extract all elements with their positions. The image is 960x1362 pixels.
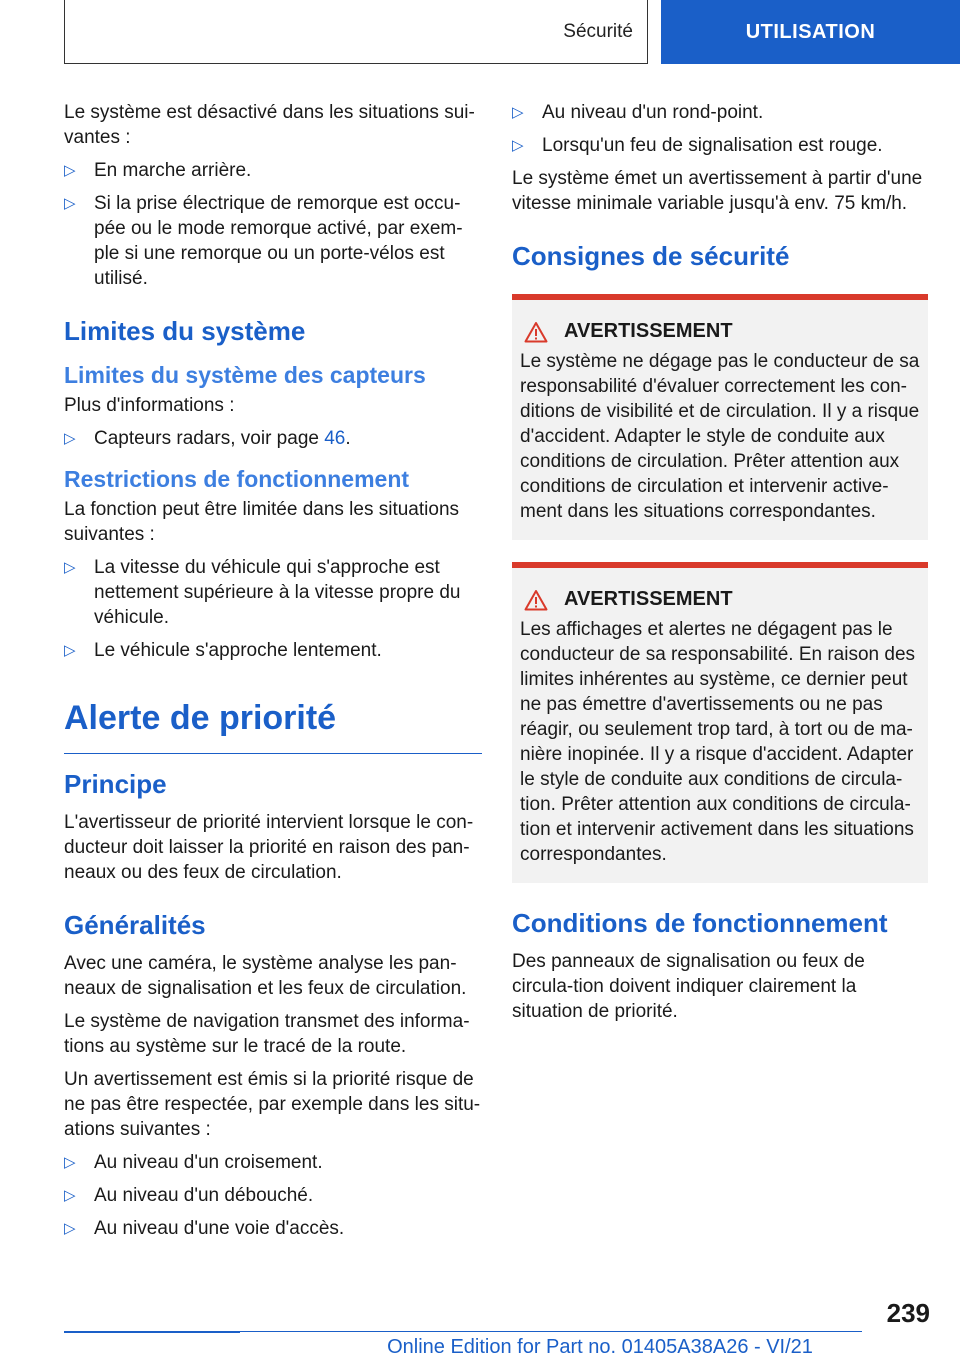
- footer-edition: Online Edition for Part no. 01405A38A26 - VI/21: [240, 1332, 960, 1362]
- list-item: ▷ Au niveau d'un rond-point.: [512, 102, 764, 123]
- general-text-1: Avec une caméra, le système analyse les pan-neaux de signalisation et les feux de circulation.: [64, 953, 467, 999]
- general-heading: Généralités: [64, 910, 206, 940]
- warning-title: AVERTISSEMENT: [520, 320, 920, 343]
- restrictions-text: La fonction peut être limitée dans les situations suivantes :: [64, 499, 460, 545]
- list-item: ▷ Le véhicule s'approche lentement.: [64, 640, 382, 661]
- intro-list: [64, 158, 482, 291]
- triangle-bullet-icon: ▷: [64, 195, 76, 212]
- right-column: [512, 100, 928, 1032]
- conditions-heading: Conditions de fonctionnement: [512, 908, 888, 938]
- left-column: [64, 100, 482, 1249]
- header-section-label: Sécurité: [563, 20, 633, 42]
- general-text-2: Le système de navigation transmet des informa-tions au système sur le tracé de la route.: [64, 1011, 470, 1057]
- header-section: [64, 0, 648, 64]
- warning-text: Les affichages et alertes ne dégagent pas le conducteur de sa responsabilité. En raison des limites inhérentes au système, ce dernier peut ne pas émettre d'avertissements ou ne pas réagir, ou seulement trop tard, à tort ou de ma-nière inopinée. Il y a risque d'accident. Adapter le style de conduite aux conditions de circula-tion. Prêter attention aux conditions de circula-tion et intervenir activement dans les situations correspondantes.: [520, 619, 916, 865]
- right-list: [512, 100, 928, 158]
- list-item: ▷ Au niveau d'un croisement.: [64, 1152, 323, 1173]
- triangle-bullet-icon: ▷: [64, 1154, 76, 1171]
- header-chapter-label: UTILISATION: [745, 20, 876, 43]
- page-link[interactable]: 46: [324, 428, 346, 449]
- sensor-text: Plus d'informations :: [64, 395, 235, 416]
- safety-heading: Consignes de sécurité: [512, 241, 790, 271]
- warning-box: [512, 562, 928, 883]
- list-item: ▷ Si la prise électrique de remorque est occu-pée ou le mode remorque activé, par exem-ple si une remorque ou un porte-vélos est utilisé.: [64, 193, 463, 289]
- warning-title: AVERTISSEMENT: [520, 588, 920, 611]
- triangle-bullet-icon: ▷: [64, 559, 76, 576]
- sensor-list: [64, 426, 482, 451]
- triangle-bullet-icon: ▷: [64, 642, 76, 659]
- list-item: ▷ La vitesse du véhicule qui s'approche est nettement supérieure à la vitesse propre du véhicule.: [64, 557, 461, 628]
- conditions-text: Des panneaux de signalisation ou feux de circula-tion doivent indiquer clairement la situation de priorité.: [512, 951, 865, 1022]
- warning-triangle-icon: [524, 321, 548, 343]
- limits-heading: Limites du système: [64, 316, 306, 346]
- sensor-heading: Limites du système des capteurs: [64, 362, 426, 388]
- list-item: ▷ En marche arrière.: [64, 160, 252, 181]
- triangle-bullet-icon: ▷: [512, 137, 524, 154]
- principle-text: L'avertisseur de priorité intervient lorsque le con-ducteur doit laisser la priorité en raison des pan-neaux ou des feux de circulation.: [64, 812, 474, 883]
- warning-triangle-icon: [524, 589, 548, 611]
- alert-heading: Alerte de priorité: [64, 697, 482, 754]
- warning-box: [512, 294, 928, 540]
- principle-heading: Principe: [64, 769, 167, 799]
- warning-text: Le système ne dégage pas le conducteur de sa responsabilité d'évaluer correctement les con-ditions de visibilité et de circulation. Il y a risque d'accident. Adapter le style de conduite aux conditions de circulation. Prêter attention aux conditions de circulation et intervenir active-ment dans les situations correspondantes.: [520, 351, 920, 522]
- intro-text: Le système est désactivé dans les situations sui-vantes :: [64, 102, 475, 148]
- triangle-bullet-icon: ▷: [64, 430, 76, 447]
- general-text-3: Un avertissement est émis si la priorité risque de ne pas être respectée, par exemple dans les situ-ations suivantes :: [64, 1069, 481, 1140]
- list-item: ▷ Au niveau d'un débouché.: [64, 1185, 314, 1206]
- list-item: ▷ Capteurs radars, voir page 46.: [64, 428, 351, 449]
- header-chapter-tab[interactable]: [661, 0, 960, 64]
- page-number: 239: [886, 1298, 930, 1328]
- speed-text: Le système émet un avertissement à partir d'une vitesse minimale variable jusqu'à env. 75 km/h.: [512, 168, 923, 214]
- list-item: ▷ Au niveau d'une voie d'accès.: [64, 1218, 345, 1239]
- restrictions-list: [64, 555, 482, 663]
- triangle-bullet-icon: ▷: [512, 104, 524, 121]
- restrictions-heading: Restrictions de fonctionnement: [64, 466, 410, 492]
- triangle-bullet-icon: ▷: [64, 1220, 76, 1237]
- triangle-bullet-icon: ▷: [64, 162, 76, 179]
- list-item: ▷ Lorsqu'un feu de signalisation est rouge.: [512, 135, 883, 156]
- general-list: [64, 1150, 482, 1241]
- triangle-bullet-icon: ▷: [64, 1187, 76, 1204]
